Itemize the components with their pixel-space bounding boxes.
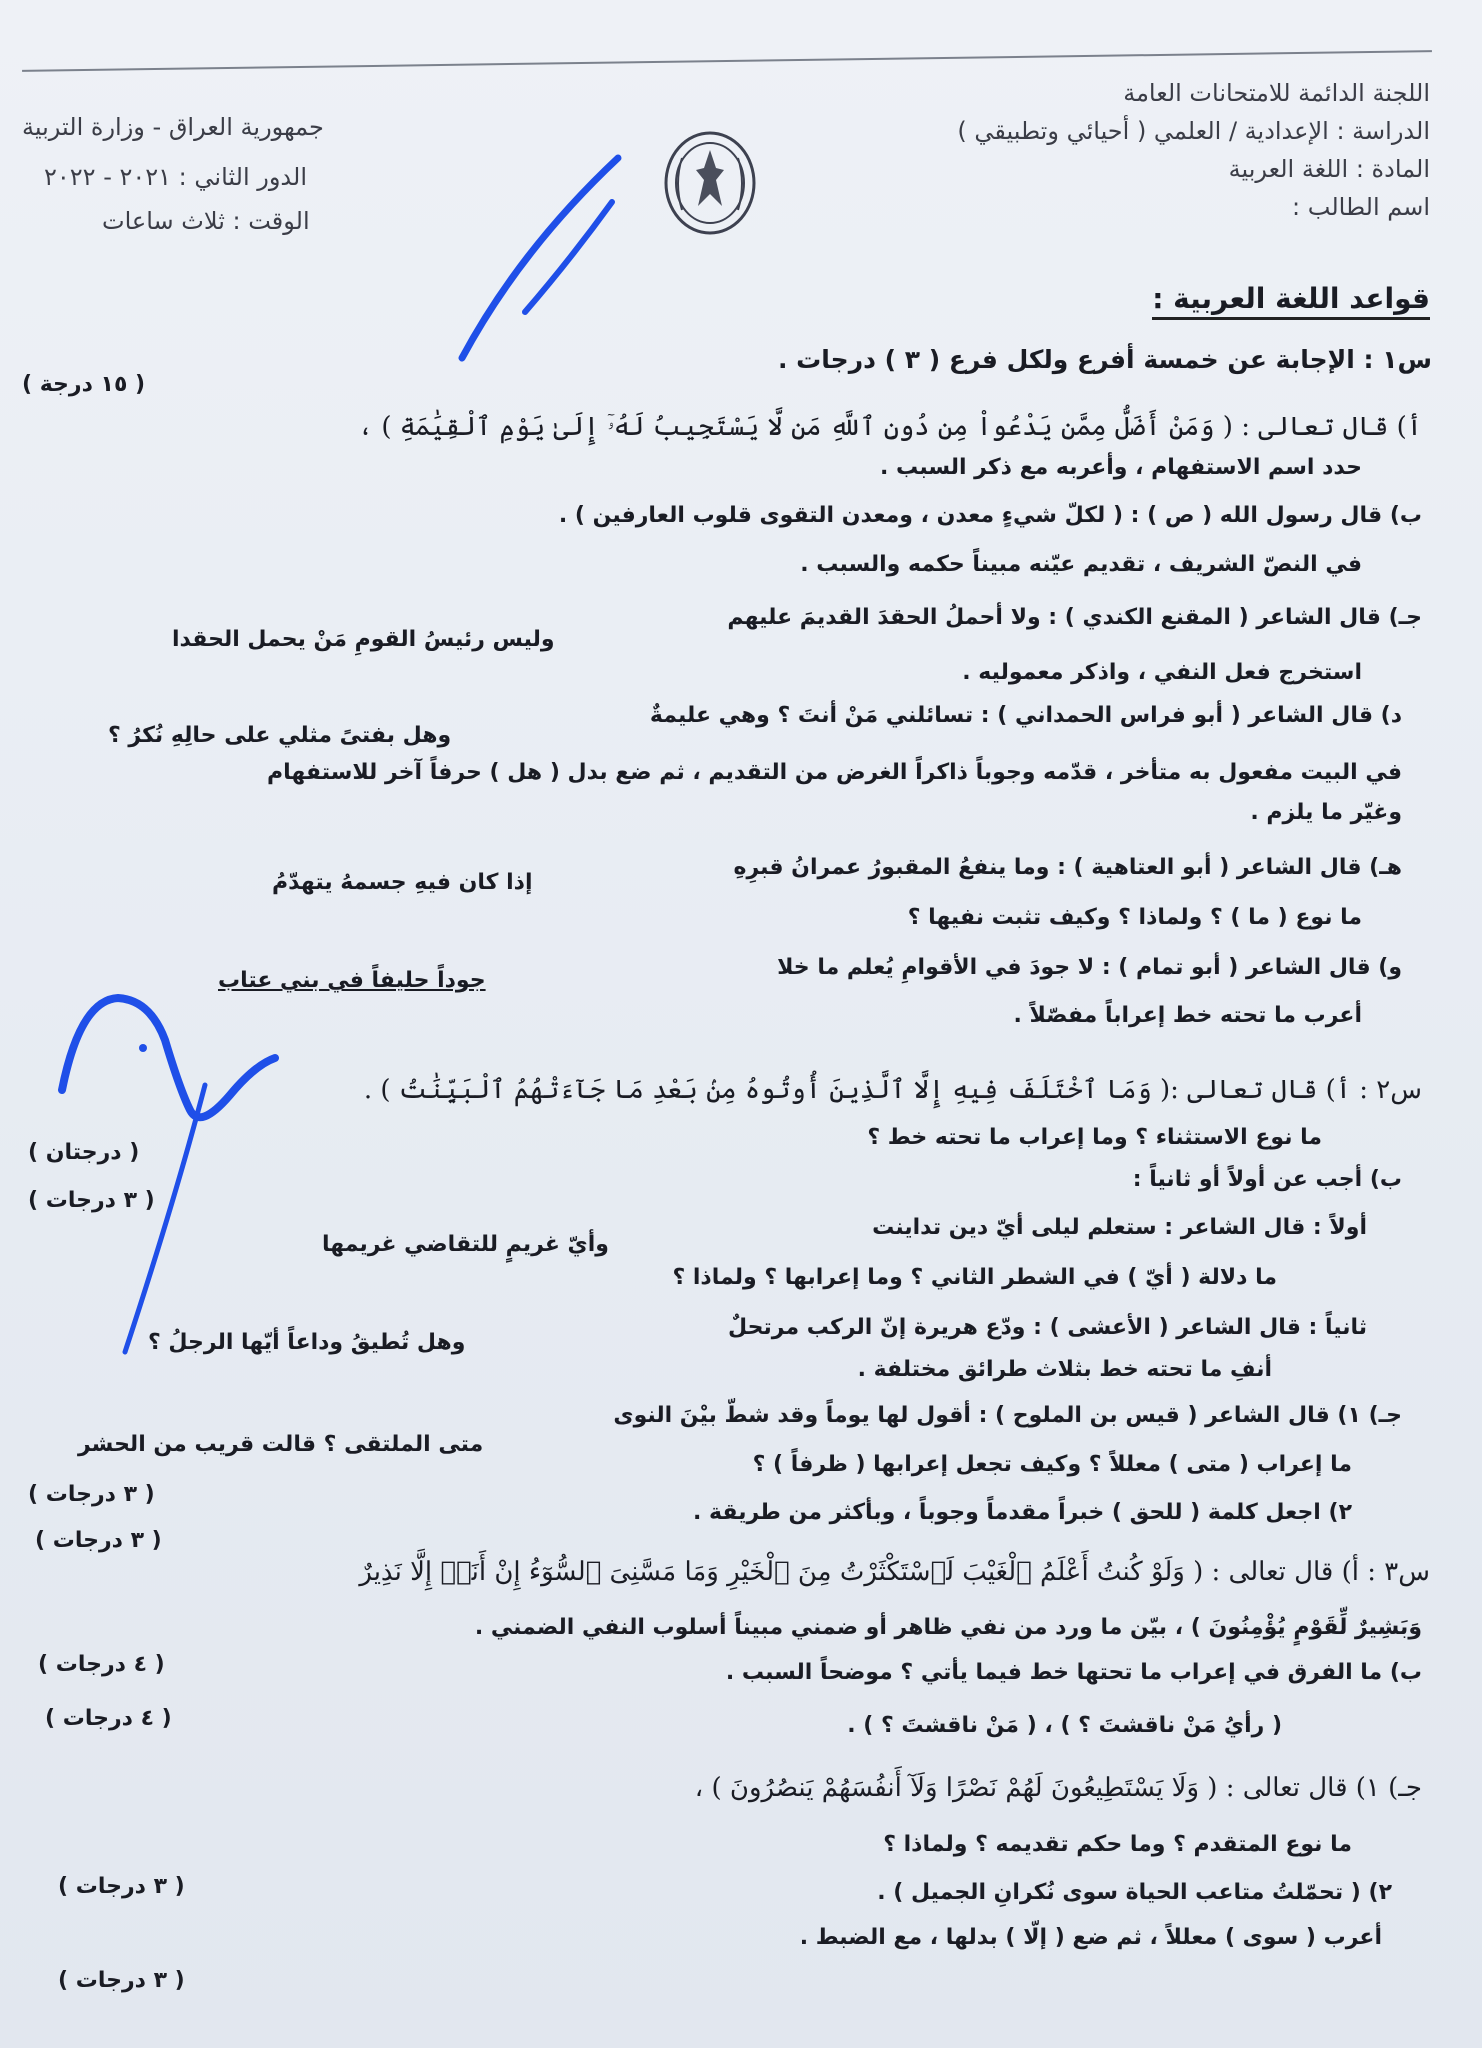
q2b-first-task: ما دلالة ( أيّ ) في الشطر الثاني ؟ وما إعرابها ؟ ولماذا ؟: [672, 1265, 1277, 1290]
q2b-second-task: أنفِ ما تحته خط بثلاث طرائق مختلفة .: [857, 1357, 1272, 1382]
q3b-examples: ( رأيُ مَنْ ناقشتَ ؟ ) ، ( مَنْ ناقشتَ ؟ ) .: [847, 1713, 1282, 1738]
marks-q3b: ( ٤ درجات ): [45, 1706, 172, 1731]
marks-q2b: ( ٣ درجات ): [28, 1188, 155, 1213]
marks-q3a: ( ٤ درجات ): [38, 1652, 165, 1677]
emblem-seal-icon: [660, 128, 760, 238]
q1c-verse-second: وليس رئيسُ القومِ مَنْ يحمل الحقدا: [172, 627, 555, 652]
q3c1-verse: جـ) ١) قال تعالى : ( وَلَا يَسْتَطِيعُونَ لَهُمْ نَصْرًا وَلَآ أَنفُسَهُمْ يَنصُرُونَ ) ،: [694, 1773, 1422, 1803]
q1d-verse-second: وهل بفتىً مثلي على حالِهِ نُكرُ ؟: [108, 723, 452, 748]
exam-round: الدور الثاني : ٢٠٢١ - ٢٠٢٢: [44, 163, 307, 191]
q2c1-task: ما إعراب ( متى ) معللاً ؟ وكيف تجعل إعرابها ( ظرفاً ) ؟: [752, 1452, 1352, 1477]
q1e-verse-first: هـ) قال الشاعر ( أبو العتاهية ) : وما ينفعُ المقبورُ عمرانُ قبرِهِ: [733, 855, 1402, 880]
q1b-task: في النصّ الشريف ، تقديم عيّنه مبيناً حكمه والسبب .: [800, 552, 1362, 577]
q1d-task-2: وغيّر ما يلزم .: [1250, 800, 1402, 825]
q2b-first-verse-second: وأيّ غريمٍ للتقاضي غريمها: [322, 1232, 609, 1257]
study-branch: الدراسة : الإعدادية / العلمي ( أحيائي وتطبيقي ): [957, 117, 1430, 145]
q1d-task-1: في البيت مفعول به متأخر ، قدّمه وجوباً ذاكراً الغرض من التقديم ، ثم ضع بدل ( هل ) حرفاً آخر للاستفهام: [266, 760, 1402, 785]
marks-q3c1: ( ٣ درجات ): [58, 1874, 185, 1899]
exam-time: الوقت : ثلاث ساعات: [102, 207, 310, 235]
subject: المادة : اللغة العربية: [1228, 155, 1430, 183]
q1c-verse-first: جـ) قال الشاعر ( المقنع الكندي ) : ولا أحملُ الحقدَ القديمَ عليهم: [727, 605, 1422, 630]
q3c1-task: ما نوع المتقدم ؟ وما حكم تقديمه ؟ ولماذا ؟: [883, 1832, 1352, 1857]
ministry: جمهورية العراق - وزارة التربية: [22, 113, 324, 141]
marks-q2a: ( درجتان ): [28, 1140, 140, 1165]
q3c2-task: أعرب ( سوى ) معللاً ، ثم ضع ( إلّا ) بدلها ، مع الضبط .: [799, 1925, 1382, 1950]
top-rule: [22, 50, 1432, 72]
q3c2-sentence: ٢) ( تحمّلتُ متاعب الحياة سوى نُكرانِ الجميل ) .: [877, 1880, 1392, 1905]
section-title: قواعد اللغة العربية :: [1152, 282, 1430, 320]
q2b-second-verse-first: ثانياً : قال الشاعر ( الأعشى ) : ودّع هريرة إنّ الركب مرتحلٌ: [728, 1315, 1367, 1340]
q3a-verse-1: س٣ : أ) قال تعالى : ( وَلَوْ كُنتُ أَعْلَمُ ٱلْغَيْبَ لَٱسْتَكْثَرْتُ مِنَ ٱلْخَيْرِ وَمَا مَسَّنِىَ ٱلسُّوٓءُ إِنْ أَنَا۠ إِلَّا نَذِيرٌ: [359, 1557, 1430, 1587]
q2b-first-verse-first: أولاً : قال الشاعر : ستعلم ليلى أيّ دين تداينت: [872, 1215, 1367, 1240]
marks-q3c2: ( ٣ درجات ): [58, 1968, 185, 1993]
q3a-verse-2: وَبَشِيرٌ لِّقَوْمٍ يُؤْمِنُونَ ) ، بيّن ما ورد من نفي ظاهر أو ضمني مبيناً أسلوب النفي الضمني .: [474, 1615, 1422, 1640]
committee-name: اللجنة الدائمة للامتحانات العامة: [1123, 79, 1430, 107]
q1f-task: أعرب ما تحته خط إعراباً مفصّلاً .: [1013, 1003, 1362, 1028]
q2a-verse: س٢ : أ) قال تعالى :( وَمَا ٱخْتَلَفَ فِيهِ إِلَّا ٱلَّذِينَ أُوتُوهُ مِنۢ بَعْدِ مَا جَآءَتْهُمُ ٱلْبَيِّنَٰتُ ) .: [363, 1075, 1422, 1105]
q1d-verse-first: د) قال الشاعر ( أبو فراس الحمداني ) : تسائلني مَنْ أنتَ ؟ وهي عليمةٌ: [649, 703, 1402, 728]
marks-q2c1: ( ٣ درجات ): [28, 1482, 155, 1507]
q1e-task: ما نوع ( ما ) ؟ ولماذا ؟ وكيف تثبت نفيها ؟: [907, 905, 1362, 930]
q2c1-verse-first: جـ) ١) قال الشاعر ( قيس بن الملوح ) : أقول لها يوماً وقد شطّ بيْنَ النوى: [613, 1403, 1402, 1428]
q1b-hadith: ب) قال رسول الله ( ص ) : ( لكلّ شيءٍ معدن ، ومعدن التقوى قلوب العارفين ) .: [558, 503, 1422, 528]
marks-q2c2: ( ٣ درجات ): [35, 1528, 162, 1553]
q3b-task: ب) ما الفرق في إعراب ما تحتها خط فيما يأتي ؟ موضحاً السبب .: [725, 1660, 1422, 1685]
q2b-heading: ب) أجب عن أولاً أو ثانياً :: [1132, 1167, 1402, 1192]
q2c1-verse-second: متى الملتقى ؟ قالت قريب من الحشر: [78, 1432, 484, 1457]
q1-heading: س١ : الإجابة عن خمسة أفرع ولكل فرع ( ٣ ) درجات .: [777, 345, 1432, 374]
q1a-verse: أ) قال تعالى : ( وَمَنْ أَضَلُّ مِمَّن يَدْعُواْ مِن دُونِ ٱللَّهِ مَن لَّا يَسْتَجِيبُ لَهُۥٓ إِلَىٰ يَوْمِ ٱلْقِيَٰمَةِ ) ،: [357, 412, 1422, 442]
marks-q1: ( ١٥ درجة ): [22, 372, 146, 397]
student-name-label: اسم الطالب :: [1292, 193, 1430, 221]
q1c-task: استخرج فعل النفي ، واذكر معموليه .: [962, 660, 1362, 685]
q2b-second-verse-second: وهل تُطيقُ وداعاً أيّها الرجلُ ؟: [148, 1330, 466, 1355]
q2c2-task: ٢) اجعل كلمة ( للحق ) خبراً مقدماً وجوباً ، وبأكثر من طريقة .: [693, 1500, 1352, 1525]
header-right: [957, 78, 1430, 230]
q1e-verse-second: إذا كان فيهِ جسمهُ يتهدّمُ: [272, 870, 533, 895]
q1f-verse-second: جوداً حليفاً في بني عتاب: [218, 968, 486, 993]
q1a-task: حدد اسم الاستفهام ، وأعربه مع ذكر السبب .: [880, 455, 1362, 480]
q2a-task: ما نوع الاستثناء ؟ وما إعراب ما تحته خط ؟: [867, 1125, 1322, 1150]
q1f-verse-first: و) قال الشاعر ( أبو تمام ) : لا جودَ في الأقوامِ يُعلم ما خلا: [777, 955, 1402, 980]
